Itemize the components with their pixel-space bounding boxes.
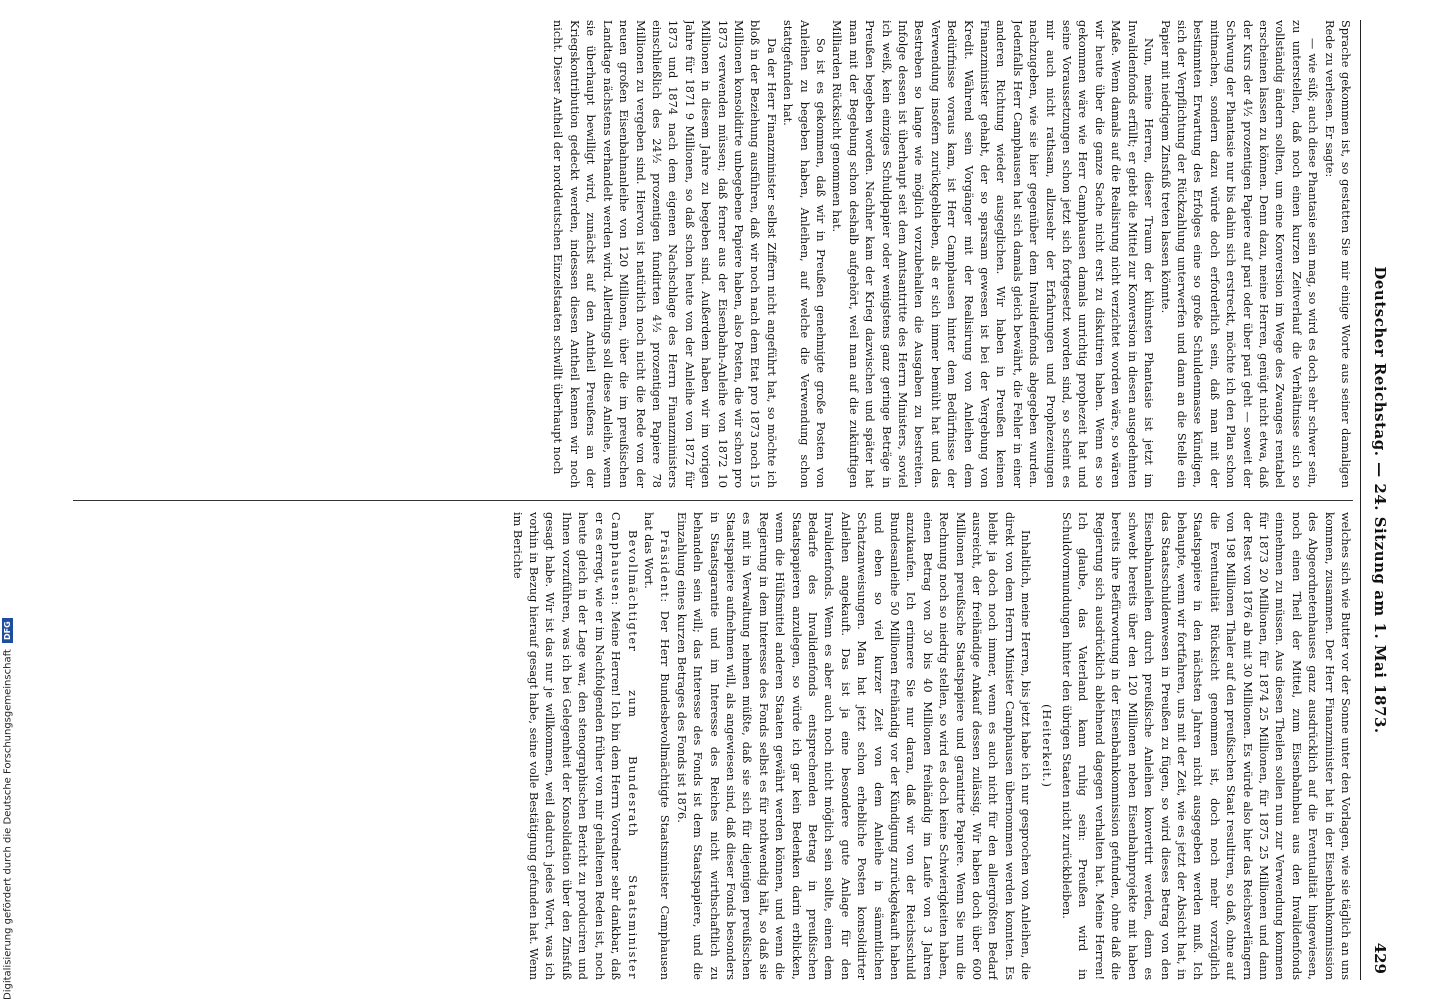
digitization-credit bbox=[2, 600, 14, 1000]
credit-text: Digitalisierung gefördert durch die Deutsche Forschungsgemeinschaft bbox=[2, 649, 14, 1000]
right-column bbox=[73, 512, 1353, 980]
speaker-name: Präsident: bbox=[658, 530, 672, 604]
paragraph: So ist es gekommen, daß wir in Preußen genehmigte große Posten von Anleihen zu begeben haben, Anleihen, auf welche die Verwendung schon stattgefunden hat. bbox=[781, 20, 827, 488]
stage-direction: (Heiterkeit.) bbox=[1039, 704, 1053, 788]
page-header bbox=[1360, 20, 1395, 980]
paragraph: Inhaltlich, meine Herren, bis jetzt habe ich nur gesprochen von Anleihen, die direkt von dem Herrn Minister Camphausen übernommen werden konnten. Es bleibt ja doch noch immer, wenn es auch nicht für den allergrößten Bedarf ausreicht, der freihändige Ankauf dessen zulässig. Wir haben doch über 600 Millionen preußische Staatspapiere und garantirte Papiere. Wenn Sie nun die Rechnung noch so niedrig stellen, so wird es doch keine Schwierigkeiten haben, einen Betrag von 30 bis 40 Millionen freihändig im Laufe von 3 Jahren anzukaufen. Ich erinnere Sie nur daran, daß wir von der Reichsschuld Bundesanleihe 50 Millionen freihändig vor der Kündigung zurückgekauft haben und eben so viel kurzer Zeit von dem Anleihe in sämmtlichen Schatzanweisungen. Man hat jetzt schon erhebliche Posten konsolidirter Anleihen angekauft. Das ist ja eine besondere gute Anlage für den Invalidenfonds. Wenn es aber auch noch nicht möglich sein sollte, einen dem Bedarfe des Invalidenfonds entsprechenden Betrag in preußischen Staatspapieren anzulegen, so würde ich gar kein Bedenken darin erblicken, wenn die Hülfsmittel anderen Staaten gewährt werden können, und wenn die Regierung in dem Interesse des Fonds selbst es für nothwendig hält, so daß sie es mit in Verwaltung nehmen müßte, daß sie sich für diejenigen preußischen Staatspapiere aufnehmen will, als angewiesen sind, daß dieser Fonds besonders in Staatsgarantie und im Interesse des Reiches nicht wirthschaftlich zu behandeln sein will; das Interesse des Fonds ist dem Staatspapiere, und die Einzahlung eines kurzen Betrages des Fonds ist 1876. bbox=[674, 512, 1033, 980]
paragraph: welches sich wie Butter vor der Sonne unter den Vorlagen, wie sie täglich an uns kommen, zusammen. Der Herr Finanzminister hat in der Eisenbahnkommission des Abgeordnetenhauses ganz ausdrücklich auf die Eventualität hingewiesen, noch einen Theil der Mittel, zum Eisenbahnbau aus den Invalidenfonds einnehmen zu müssen. Aus diesen Theilen sollen nun zur Verwendung kommen für 1873 20 Millionen, für 1874 25 Millionen, für 1875 25 Millionen und dann der Rest von 1876 ab mit 30 Millionen. Es würde also hier das Reichsverlängern von 198 Millionen Thaler auf den preußischen Staat resultiren, so daß, ohne auf die Eventualität Rücksicht genommen ist, doch noch mehr vorzüglich Staatspapiere in den nächsten Jahren nicht ausgegeben werden muß. Ich behaupte, wenn wir fortfahren, uns mit der Zeit, wie es jetzt der Absicht hat, in das Staatsschuldenwesen in Preußen zu fügen, so wird dieses Betrag von den Eisenbahnanleihen durch preußische Anleihen konvertirt werden, denn es schwebt bereits über den 120 Millionen neben Eisenbahnprojekte mit haben bereits ihre Befürwortung in der Eisenbahnkommission gefunden, ohne daß die Regierung sich ausdrücklich ablehnend dagegen verhalten hat. Meine Herren! Ich glaube, das Vaterland kann ruhig sein: Preußen wird in Schuldvormundungen hinter den übrigen Staaten nicht zurückbleiben. bbox=[1060, 512, 1352, 980]
speech-text: Meine Herren! Ich bin dem Herrn Vorredner sehr dankbar, daß er es erregt, wie er im Nachfolgenden früher von mir gehaltenen Reden ist, noch heute gleich in der Lage war, den stenographischen Bericht zu produciren und Ihnen vorzuführen, was ich bei Gelegenheit der Konsolidation über den Zinsfuß gesagt habe. Wir ist das nur je willkommen, weil dadurch jedes Wort, was ich vorhin in Bezug hierauf gesagt habe, seine volle Bestätigung gefunden hat. Wenn im Berichte bbox=[510, 512, 623, 980]
paragraph: Nun, meine Herren, dieser Traum der kühnsten Phantasie ist jetzt im Invalidenfonds erfüllt; er giebt die Mittel zur Konversion in diesen ausgedehnten Maße. Wenn damals auf die Realisirung nicht verzichtet worden wäre, so wären wir heute über die ganze Sache nicht erst zu diskutiren haben. Wenn es so gekommen wäre wie Herr Camphausen damals unrichtig prophezeit hat und seine Voraussetzungen schon jetzt sich fortgesetzt worden sind, so scheint es mir auch nicht rathsam, allzusehr der Erfahrungen und Prophezeiungen nachzugeben, wie sie hier gegenüber dem Invalidenfonds abgegeben wurden. Jedenfalls Herr Camphausen hat sich damals gleich bewährt, die Fehler in einer anderen Richtung wieder ausgeglichen. Wir haben in Preußen keinen Finanzminister gehabt, der so sparsam gewesen ist bei der Vergebung von Kredit. Während sein Vorgänger mit der Realisirung von Anleihen dem Bedürfnisse voraus kam, ist Herr Camphausen hinter dem Bedürfnisse der Verwendung insofern zurückgeblieben, als er sich immer bemüht hat und das Bestreben so lange wie möglich vorzubehalten die Ausgaben zu bestreiten. Infolge dessen ist überhaupt seit dem Amtsantritte des Herrn Ministers, soviel ich weiß, kein einziges Schuldpapier oder wenigstens ganz geringe Beträge in Preußen begeben worden. Nachher kam der Krieg dazwischen und später hat man mit der Begebung schon deshalb aufgehört, weil man auf die zukünftigen Milliarden Rücksicht genommen hat. bbox=[830, 20, 1156, 488]
page-number: 429 bbox=[1371, 942, 1389, 974]
speaker-name: Bevollmächtigter zum Bundesrath Staatsminister Camphausen: bbox=[609, 512, 639, 980]
paragraph: Da der Herr Finanzminister selbst Ziffern nicht angeführt hat, so möchte ich bloß in der Beziehung ausführen, daß wir noch nach dem Etat pro 1873 noch 15 Millionen konsolidirte unbegebene Papiere haben, also Posten, die wir schon pro 1873 verwenden müssen; daß ferner aus der Eisenbahn-Anleihe von 1872 10 Millionen in diesem Jahre zu begeben sind. Außerdem haben wir im vorigen Jahre für 1871 9 Millionen, so daß schon heute von der Anleihe von 1872 für 1873 und 1874 nach dem eigenen Nachschlage des Herrn Finanzministers einschließlich des 24½ prozentigen fundirten 4½ prozentigen Papiere 78 Millionen zu vergeben sind. Hiervon ist natürlich noch nicht die Rede von der neuen großen Eisenbahnanleihe von 120 Millionen, über die im preußischen Landtage nächstens verhandelt werden wird. Allerdings soll diese Anleihe, wenn sie überhaupt bewilligt wird, zunächst auf den Antheil Preußens an der Kriegskontribution gedeckt werden, indessen diesen Antheil kennen wir noch nicht. Dieser Antheil der norddeutschen Einzelstaaten schwillt überhaupt noch bbox=[551, 20, 778, 488]
paragraph: Sprache gekommen ist, so gestatten Sie mir einige Worte aus seiner damaligen Rede zu verlesen. Er sagte: bbox=[1322, 20, 1352, 488]
page-title: Deutscher Reichstag. — 24. Sitzung am 1. Mai 1873. bbox=[1371, 266, 1389, 734]
left-column bbox=[73, 20, 1353, 488]
minister-statement bbox=[508, 512, 639, 980]
quoted-paragraph: — wie süß; auch diese Phantasie sein mag, so wird es doch sehr schwer sein, zu unterstellen, daß noch einen kurzen Zeitverlauf die Verhältnisse sich so vollständig ändern sollten, um eine Konversion im Wege des Zwanges rentabel erscheinen lassen zu können. Denn dazu, meine Herren, genügt nicht etwa, daß der Kurs der 4½ prozentigen Papiere auf pari oder über pari geht — soweit der Schwung der Phantasie nur bis dahin sich erstreckt, möchte ich den Plan schon mitmachen, sondern dazu würde doch erforderlich sein, daß man mit der bestimmten Erwartung des Erfolges eine so große Schuldenmasse kündigen, sich der Verpflichtung der Rückzahlung unterwerfen und dann an die Stelle ein Papier mit niedrigem Zinsfuß treten lassen könnte. bbox=[1158, 20, 1320, 488]
speech-text: Der Herr Bundesbevollmächtigte Staatsminister Camphausen hat das Wort. bbox=[641, 512, 672, 980]
column-divider bbox=[73, 500, 1353, 501]
president-statement bbox=[640, 512, 673, 980]
dfg-logo: DFG bbox=[2, 618, 13, 643]
scanned-page bbox=[65, 20, 1395, 980]
